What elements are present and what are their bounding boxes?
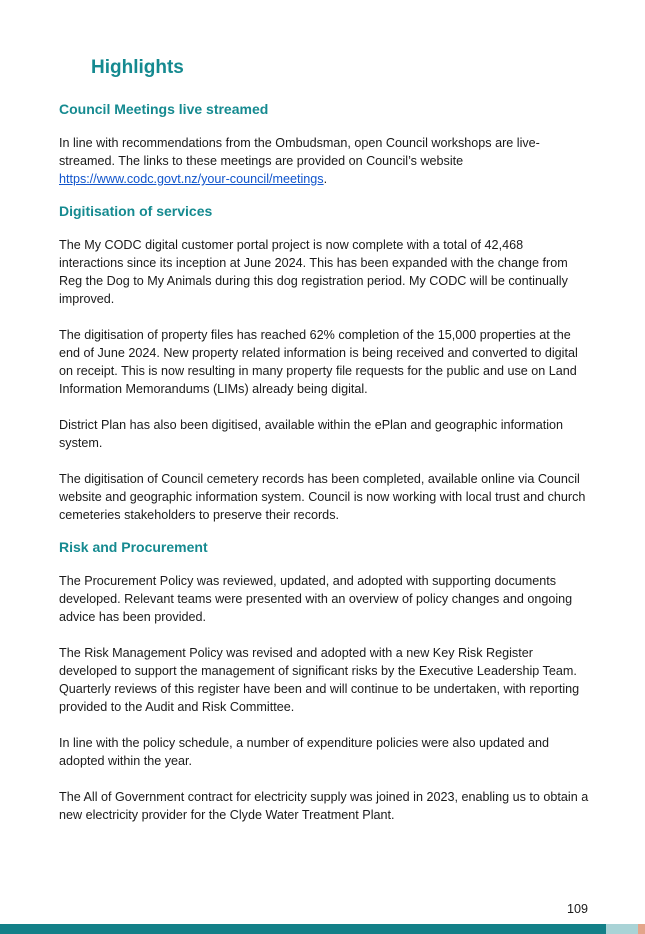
paragraph: The Procurement Policy was reviewed, updated, and adopted with supporting documents developed. Relevant teams were presented with an overview of policy changes and ongoing advice has been provided. [59, 574, 573, 624]
document-body [59, 100, 589, 842]
footer-bar-accent-warm [638, 924, 645, 934]
page-number: 109 [566, 902, 588, 916]
paragraph [59, 134, 589, 188]
footer-bar-accent-light [606, 924, 638, 934]
council-meetings-link[interactable]: https://www.codc.govt.nz/your-council/meetings [59, 172, 324, 186]
paragraph: The digitisation of Council cemetery records has been completed, available online via Council website and geographic information system. Council is now working with local trust and church cemeteries stakeholders to preserve their records. [59, 472, 586, 522]
paragraph: The My CODC digital customer portal project is now complete with a total of 42,468 interactions since its inception at June 2024. This has been expanded with the change from Reg the Dog to My Animals during this dog registration period. My CODC will be continually improved. [59, 238, 568, 306]
section-digitisation [59, 202, 589, 524]
paragraph: The digitisation of property files has reached 62% completion of the 15,000 properties at the end of June 2024. New property related information is being received and converted to digital on receipt. This is now resulting in many property file requests for the public and use on Land Information Memorandums (LIMs) already being digital. [59, 328, 578, 396]
footer-bar-main [0, 924, 606, 934]
paragraph: The All of Government contract for electricity supply was joined in 2023, enabling us to obtain a new electricity provider for the Clyde Water Treatment Plant. [59, 790, 589, 822]
section-heading: Council Meetings live streamed [59, 101, 269, 117]
paragraph-text: In line with recommendations from the Ombudsman, open Council workshops are live-streamed. The links to these meetings are provided on Council’s website [59, 136, 540, 168]
section-council-meetings [59, 100, 589, 188]
paragraph-text-end: . [323, 172, 328, 186]
section-heading: Digitisation of services [59, 203, 213, 219]
paragraph: The Risk Management Policy was revised and adopted with a new Key Risk Register developed to support the management of significant risks by the Executive Leadership Team. Quarterly reviews of this register have been and will continue to be undertaken, with reporting provided to the Audit and Risk Committee. [59, 646, 580, 714]
section-risk-procurement [59, 538, 589, 824]
page-title: Highlights [91, 57, 184, 78]
paragraph: District Plan has also been digitised, available within the ePlan and geographic information system. [59, 418, 564, 450]
paragraph: In line with the policy schedule, a number of expenditure policies were also updated and adopted within the year. [59, 736, 550, 768]
footer-color-bar [0, 924, 645, 934]
section-heading: Risk and Procurement [59, 539, 208, 555]
